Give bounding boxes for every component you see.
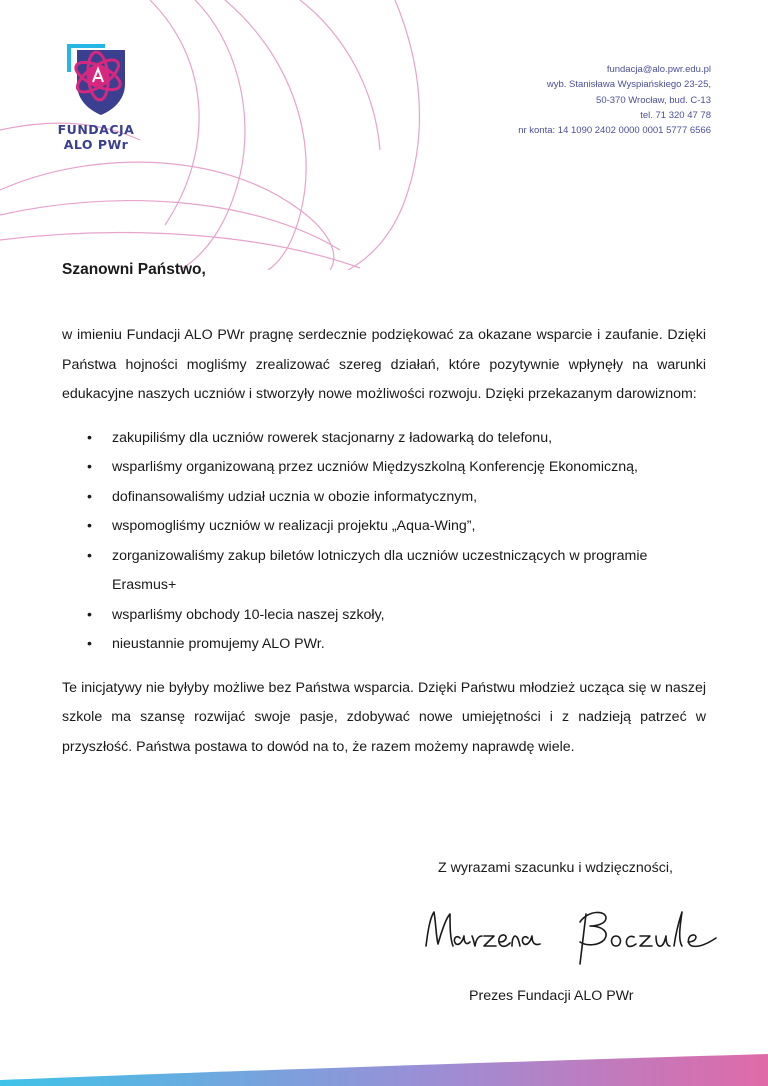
contact-phone: tel. 71 320 47 78 bbox=[640, 109, 711, 121]
actions-list bbox=[62, 424, 706, 660]
footer-gradient-bar bbox=[0, 1054, 768, 1086]
intro-paragraph: w imieniu Fundacji ALO PWr pragnę serdecznie podziękować za okazane wsparcie i zaufanie. Dzięki Państwa hojności mogliśmy zrealizować szereg działań, które pozytywnie wpłynęły na warunki edukacyjne naszych uczniów i stworzyły nowe możliwości rozwoju. Dzięki przekazanym darowiznom: bbox=[62, 327, 706, 402]
contact-address-line-1: wyb. Stanisława Wyspiańskiego 23-25, bbox=[546, 79, 711, 91]
list-item: • wsparliśmy organizowaną przez uczniów Międzyszkolną Konferencję Ekonomiczną, bbox=[62, 453, 706, 483]
list-item: • zorganizowaliśmy zakup biletów lotniczych dla uczniów uczestniczących w programie Erasmus+ bbox=[62, 542, 706, 601]
contact-info bbox=[518, 62, 711, 138]
salutation: Szanowni Państwo, bbox=[62, 261, 206, 278]
list-item: • dofinansowaliśmy udział ucznia w obozie informatycznym, bbox=[62, 483, 706, 513]
logo-line-1: FUNDACJA bbox=[57, 122, 135, 137]
list-item: • wspomogliśmy uczniów w realizacji projektu „Aqua-Wing”, bbox=[62, 512, 706, 542]
list-item: • nieustannie promujemy ALO PWr. bbox=[62, 630, 706, 660]
signatory-role: Prezes Fundacji ALO PWr bbox=[469, 988, 634, 1004]
logo-line-2: ALO PWr bbox=[63, 137, 129, 152]
contact-address-line-2: 50-370 Wrocław, bud. C-13 bbox=[596, 94, 711, 106]
list-item: • wsparliśmy obchody 10-lecia naszej szkoły, bbox=[62, 601, 706, 631]
foundation-shield-atom-logo-icon bbox=[61, 38, 131, 116]
regards-line: Z wyrazami szacunku i wdzięczności, bbox=[438, 860, 673, 876]
list-item: • zakupiliśmy dla uczniów rowerek stacjonarny z ładowarką do telefonu, bbox=[62, 424, 706, 454]
contact-email: fundacja@alo.pwr.edu.pl bbox=[606, 64, 711, 75]
letter-body bbox=[62, 258, 706, 762]
foundation-logo bbox=[55, 38, 145, 152]
closing-paragraph: Te inicjatywy nie byłyby możliwe bez Państwa wsparcia. Dzięki Państwu młodzież ucząca się w naszej szkole ma szansę rozwijać swoje pasje, zdobywać nowe umiejętności i z nadzieją patrzeć w przyszłość. Państwa postawa to dowód na to, że razem możemy naprawdę wiele. bbox=[62, 679, 706, 755]
logo-text bbox=[55, 122, 137, 152]
handwritten-signature bbox=[420, 900, 720, 972]
contact-bank-account: nr konta: 14 1090 2402 0000 0001 5777 6566 bbox=[518, 125, 711, 137]
